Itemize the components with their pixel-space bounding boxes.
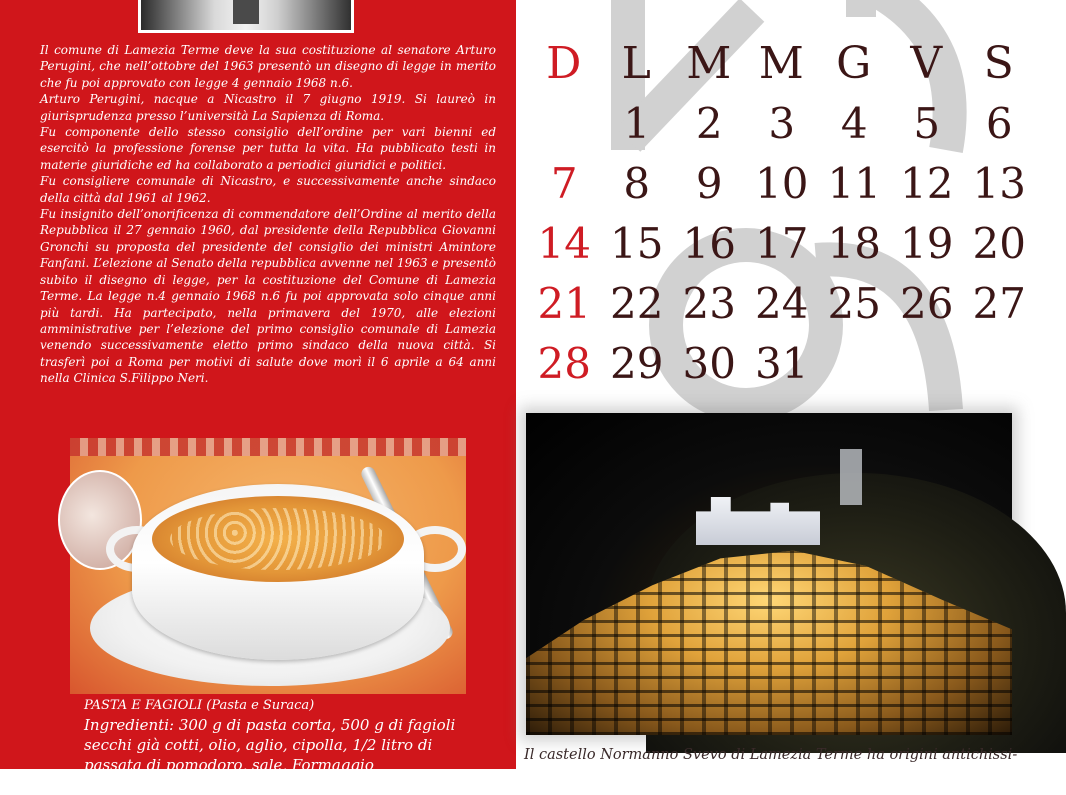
- recipe-title: PASTA E FAGIOLI (Pasta e Suraca): [84, 698, 315, 713]
- biography-paragraph: Fu consigliere comunale di Nicastro, e successivamente anche sindaco della città dal 1961 al 1962.: [40, 174, 496, 205]
- photo-caption: Il castello Normanno Svevo di Lamezia Terme ha origini antichissi-: [524, 747, 1018, 763]
- pasta-e-fagioli-photo: [70, 438, 466, 694]
- calendar-day: 27: [972, 279, 1026, 328]
- calendar-day: 4: [840, 99, 868, 148]
- calendar-day: [818, 334, 891, 394]
- calendar-day: 12: [900, 159, 954, 208]
- weekday-sunday: D: [546, 38, 583, 89]
- calendar-day: 11: [827, 159, 881, 208]
- calendar-day: 30: [682, 339, 736, 388]
- calendar-day: 7: [550, 159, 578, 208]
- calendar-day: 13: [972, 159, 1026, 208]
- calendar-day: 18: [827, 219, 881, 268]
- calendar-day: 25: [827, 279, 881, 328]
- weekday-friday: V: [910, 38, 944, 89]
- calendar-day: 10: [755, 159, 809, 208]
- calendar-day: 19: [900, 219, 954, 268]
- calendar-day: 20: [972, 219, 1026, 268]
- calendar-day: 14: [537, 219, 591, 268]
- calendar-day: 23: [682, 279, 736, 328]
- castle-tower: [840, 449, 862, 505]
- calendar-day: 2: [695, 99, 723, 148]
- recipe-block: [84, 697, 464, 795]
- weekday-wednesday: M: [758, 38, 805, 89]
- weekday-tuesday: M: [686, 38, 733, 89]
- calendar-grid: [528, 34, 1036, 394]
- biography-paragraph: Il comune di Lamezia Terme deve la sua costituzione al senatore Arturo Perugini, che nell’ottobre del 1963 presentò un disegno di legge in merito che fu poi approvato con legge 4 gennaio 1968 n.6.: [40, 43, 496, 90]
- calendar-day: 26: [900, 279, 954, 328]
- soup: [152, 496, 404, 582]
- calendar-day: 21: [537, 279, 591, 328]
- calendar-day: [963, 334, 1036, 394]
- calendar-day: 28: [537, 339, 591, 388]
- calendar-day: 8: [623, 159, 651, 208]
- calendar-day: 17: [755, 219, 809, 268]
- biography-paragraph: Fu componente dello stesso consiglio dell’ordine per vari bienni ed esercitò la professione forense per tutta la vita. Ha pubblicato testi in materie giuridiche ed ha collaborato a periodici giuridici e politici.: [40, 125, 496, 172]
- calendar-day: 15: [610, 219, 664, 268]
- calendar-day: 1: [623, 99, 651, 148]
- calendar-day: 22: [610, 279, 664, 328]
- biography-paragraph: Fu insignito dell’onorificenza di commendatore dell’Ordine al merito della Repubblica il 27 gennaio 1960, dal presidente della Repubblica Giovanni Gronchi su proposta del presidente del consiglio dei ministri Amintore Fanfani. L’elezione al Senato della repubblica avvenne nel 1963 e presentò subito il disegno di legge, per la costituzione del Comune di Lamezia Terme. La legge n.4 gennaio 1968 n.6 fu poi approvata solo cinque anni più tardi. Ha partecipato, nella primavera del 1970, alle elezioni amministrative per l’elezione del primo consiglio comunale di Lamezia venendo successivamente eletto primo sindaco della nuova città. Si trasferì poi a Roma per motivi di salute dove morì il 6 aprile a 64 anni nella Clinica S.Filippo Neri.: [40, 207, 496, 386]
- weekday-saturday: S: [983, 38, 1015, 89]
- weekday-thursday: G: [836, 38, 873, 89]
- calendar-day: 3: [768, 99, 796, 148]
- calendar-day: [891, 334, 964, 394]
- calendar-day: 24: [755, 279, 809, 328]
- calendar-day: 6: [985, 99, 1013, 148]
- biography-paragraph: Arturo Perugini, nacque a Nicastro il 7 giugno 1919. Si laureò in giurisprudenza presso l’università La Sapienza di Roma.: [40, 92, 496, 123]
- calendar-day: 16: [682, 219, 736, 268]
- calendar-day: 9: [695, 159, 723, 208]
- calendar-day: 29: [610, 339, 664, 388]
- calendar-day: 5: [913, 99, 941, 148]
- calendar-day: [528, 94, 601, 154]
- left-page: [0, 0, 516, 794]
- biography-text: [40, 42, 496, 387]
- weekday-monday: L: [621, 38, 652, 89]
- right-page: [516, 0, 1039, 769]
- castle-night-photo: [526, 413, 1012, 735]
- calendar-day: 31: [755, 339, 809, 388]
- recipe-ingredients: Ingredienti: 300 g di pasta corta, 500 g di fagioli secchi già cotti, olio, aglio, cipolla, 1/2 litro di passata di pomodoro, sale, Formaggio (facoltativo): [84, 716, 456, 794]
- portrait-photo: [138, 0, 354, 33]
